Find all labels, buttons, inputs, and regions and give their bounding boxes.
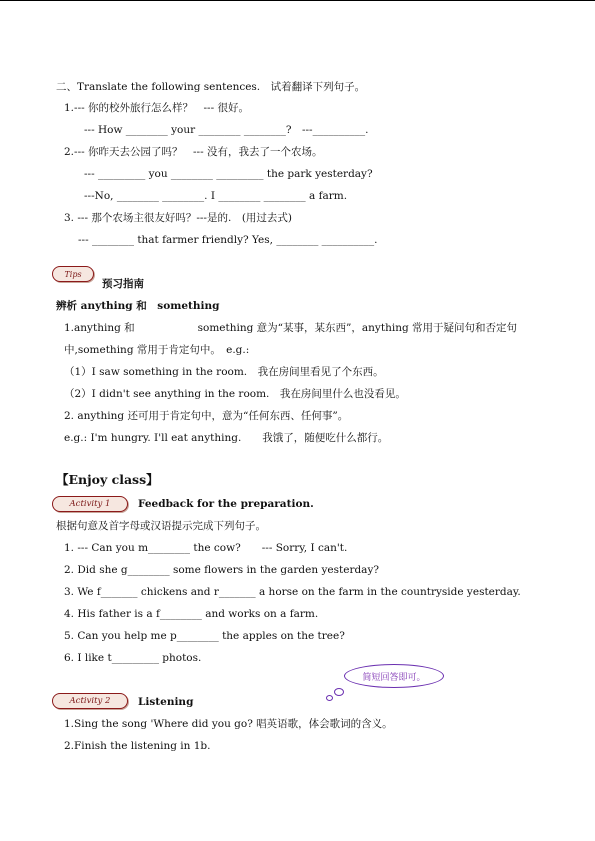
- hint-bubble: 简短回答即可。: [344, 664, 444, 688]
- translate-q2-answer-b: ---No, ________ ________. I ________ ________ a farm.: [84, 190, 348, 202]
- tips-line-6: e.g.: I'm hungry. I'll eat anything. 我饿了，随便吃什么都行。: [64, 432, 389, 444]
- hint-bubble-tail-large: [334, 688, 344, 696]
- translate-q3-prompt: 3. --- 那个农场主很友好吗？---是的. (用过去式): [64, 212, 293, 224]
- activity-1-item-1: 1. --- Can you m________ the cow? --- Sorry, I can't.: [64, 542, 348, 554]
- tips-line-2: 中,something 常用于肯定句中。 e.g.:: [64, 344, 250, 356]
- activity-1-instruction: 根据句意及首字母或汉语提示完成下列句子。: [56, 520, 266, 532]
- activity-2-badge-icon: Activity 2: [52, 693, 128, 709]
- tips-line-5: 2. anything 还可用于肯定句中，意为“任何东西、任何事”。: [64, 410, 349, 422]
- tips-line-1: 1.anything 和 something 意为“某事，某东西”，anything 常用于疑问句和否定句: [64, 322, 518, 334]
- translate-q3-answer: --- ________ that farmer friendly? Yes, ________ __________.: [78, 234, 378, 246]
- activity-1-title: Feedback for the preparation.: [138, 498, 314, 510]
- activity-2-item-1: 1.Sing the song 'Where did you go? 唱英语歌，体会歌词的含义。: [64, 718, 393, 730]
- activity-1-item-6: 6. I like t_________ photos.: [64, 652, 202, 664]
- tips-title: 预习指南: [102, 278, 144, 290]
- tips-line-3: （1）I saw something in the room. 我在房间里看见了个东西。: [64, 366, 384, 378]
- enjoy-class-heading: 【Enjoy class】: [56, 472, 159, 487]
- translate-q1-prompt: 1.--- 你的校外旅行怎么样？ --- 很好。: [64, 102, 249, 114]
- activity-2-title: Listening: [138, 696, 194, 708]
- hint-bubble-tail-small: [326, 695, 333, 701]
- activity-1-item-5: 5. Can you help me p________ the apples on the tree?: [64, 630, 345, 642]
- section-heading-translate: 二、Translate the following sentences. 试着翻译下列句子。: [56, 81, 366, 93]
- tips-subtitle: 辨析 anything 和 something: [56, 300, 220, 312]
- tips-badge-icon: Tips: [52, 266, 94, 282]
- page-top-border: [0, 0, 595, 1]
- activity-1-item-3: 3. We f_______ chickens and r_______ a horse on the farm in the countryside yesterday.: [64, 586, 521, 598]
- translate-q1-answer: --- How ________ your ________ ________? ---__________.: [84, 124, 369, 136]
- tips-line-4: （2）I didn't see anything in the room. 我在房间里什么也没看见。: [64, 388, 406, 400]
- activity-2-item-2: 2.Finish the listening in 1b.: [64, 740, 211, 752]
- translate-q2-prompt: 2.--- 你昨天去公园了吗？ --- 没有，我去了一个农场。: [64, 146, 323, 158]
- activity-1-item-4: 4. His father is a f________ and works on a farm.: [64, 608, 319, 620]
- activity-1-item-2: 2. Did she g________ some flowers in the garden yesterday?: [64, 564, 379, 576]
- activity-1-badge-icon: Activity 1: [52, 496, 128, 512]
- translate-q2-answer-a: --- _________ you ________ _________ the park yesterday?: [84, 168, 373, 180]
